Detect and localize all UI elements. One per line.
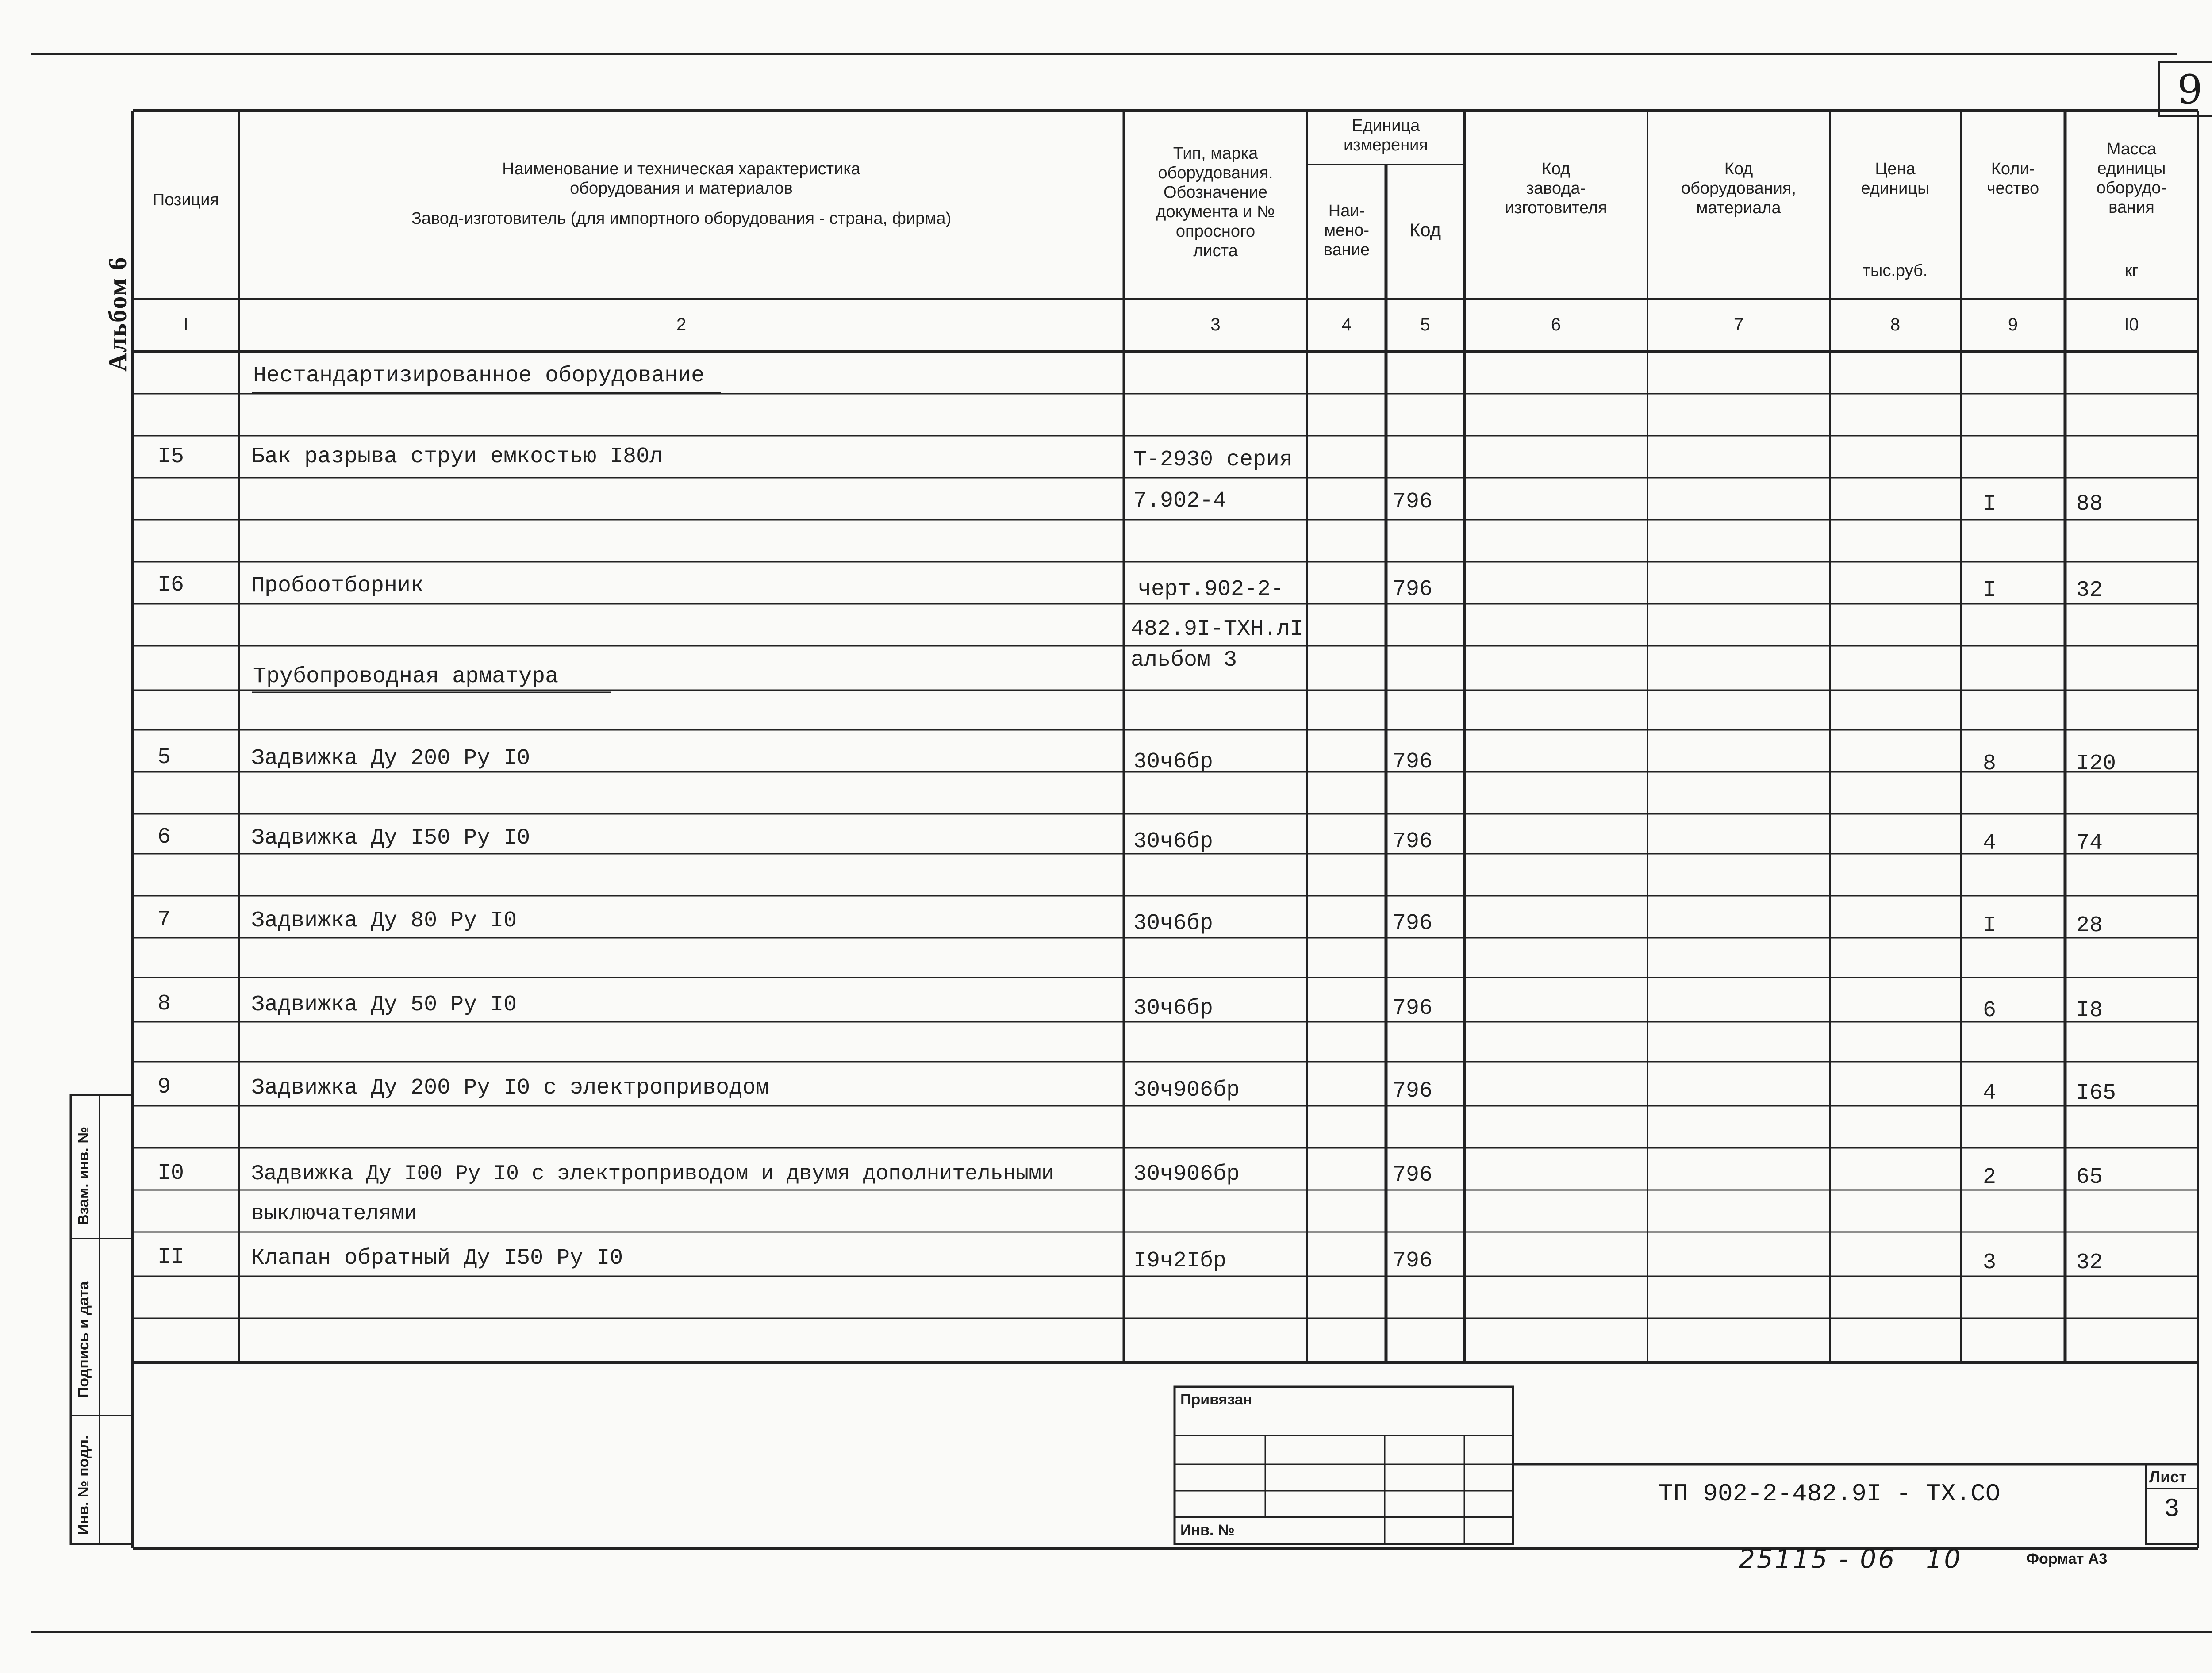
header-price-line: единицы — [1861, 179, 1930, 198]
header-equipment-code-line: оборудования, — [1681, 179, 1797, 198]
row-position: II — [157, 1245, 184, 1270]
row-mass: 74 — [2076, 831, 2103, 856]
row-type: Т-2930 серия — [1133, 447, 1293, 472]
header-quantity — [1961, 159, 2065, 198]
header-type-line: документа и № — [1156, 203, 1275, 221]
header-name-line2: оборудования и материалов — [570, 179, 793, 198]
header-mass-line: оборудо- — [2096, 179, 2167, 197]
row-mass: I20 — [2076, 751, 2116, 776]
column-number: 7 — [1733, 315, 1744, 334]
side-stamp-original-inv: Инв. № подл. — [75, 1435, 92, 1535]
row-type: черт.902-2- — [1138, 577, 1284, 602]
row-code: 796 — [1393, 996, 1433, 1021]
column-number: I — [183, 315, 188, 334]
header-quantity-line: чество — [1986, 179, 2039, 198]
row-code: 796 — [1393, 489, 1433, 514]
side-stamp-replace-inv: Взам. инв. № — [75, 1126, 92, 1225]
row-type: 30ч6бр — [1133, 829, 1214, 854]
row-mass: 88 — [2076, 491, 2103, 517]
row-name: Задвижка Ду 80 Ру I0 — [251, 908, 517, 933]
header-price-line: Цена — [1875, 160, 1916, 178]
column-number: 9 — [2008, 315, 2018, 334]
header-type-line: Обозначение — [1163, 183, 1267, 202]
row-mass: I8 — [2076, 998, 2103, 1023]
header-unit-name-line: Наи- — [1328, 202, 1365, 220]
row-type: 30ч6бр — [1133, 911, 1214, 936]
header-equipment-code — [1647, 159, 1830, 218]
row-name: Задвижка Ду I00 Ру I0 с электроприводом и двумя дополнительными — [251, 1162, 1054, 1186]
header-plant-code-line: Код — [1541, 160, 1571, 178]
row-mass: 32 — [2076, 578, 2103, 603]
header-type-line: Тип, марка — [1173, 144, 1258, 163]
header-mass — [2065, 139, 2198, 217]
row-name: Задвижка Ду I50 Ру I0 — [251, 825, 530, 851]
header-type — [1124, 144, 1307, 261]
column-number: 4 — [1341, 315, 1352, 334]
header-mass-line: единицы — [2097, 159, 2166, 178]
header-plant-code-line: завода- — [1526, 179, 1586, 198]
header-quantity-line: Коли- — [1991, 160, 2035, 178]
row-position: I5 — [157, 444, 184, 469]
header-unit-name — [1307, 201, 1386, 260]
row-mass: 28 — [2076, 913, 2103, 938]
row-quantity: 2 — [1983, 1165, 1997, 1190]
header-unit-code: Код — [1409, 219, 1441, 240]
column-number: 8 — [1890, 315, 1901, 334]
row-quantity: 3 — [1983, 1250, 1997, 1275]
header-unit-line: Единица — [1352, 116, 1420, 135]
column-number: 2 — [676, 315, 687, 334]
header-type-line: листа — [1193, 242, 1238, 260]
row-name: Нестандартизированное оборудование — [253, 363, 705, 388]
row-name: Задвижка Ду 50 Ру I0 — [251, 992, 517, 1017]
row-quantity: 8 — [1983, 751, 1997, 776]
row-mass: 65 — [2076, 1165, 2103, 1190]
side-stamp-signature-date: Подпись и дата — [75, 1281, 92, 1398]
row-position: 9 — [157, 1074, 171, 1100]
row-quantity: 4 — [1983, 1081, 1997, 1106]
row-code: 796 — [1393, 911, 1433, 936]
row-type: 482.9I-ТХН.лI — [1131, 617, 1304, 642]
row-type: 7.902-4 — [1133, 488, 1227, 514]
row-type: 30ч6бр — [1133, 996, 1214, 1021]
row-quantity: I — [1983, 578, 1997, 603]
column-number: I0 — [2124, 315, 2139, 334]
album-label: Альбом 6 — [103, 256, 132, 372]
row-code: 796 — [1393, 749, 1433, 775]
document-code: ТП 902-2-482.9I - ТХ.СО — [1658, 1480, 2001, 1508]
header-name-line1: Наименование и техническая характеристика — [502, 160, 860, 178]
row-name: Задвижка Ду 200 Ру I0 с электроприводом — [251, 1075, 769, 1101]
row-mass: I65 — [2076, 1081, 2116, 1106]
header-name-line3: Завод-изготовитель (для импортного оборудования - страна, фирма) — [411, 209, 952, 228]
header-mass-line: вания — [2108, 198, 2154, 217]
header-unit-name-line: вание — [1323, 241, 1370, 259]
row-position: I6 — [157, 572, 184, 598]
sheet-number: 3 — [2164, 1495, 2180, 1524]
header-mass-line: Масса — [2106, 140, 2157, 158]
row-name: Клапан обратный Ду I50 Ру I0 — [251, 1246, 623, 1271]
stamp-privyazan: Привязан — [1180, 1391, 1252, 1408]
header-type-line: опросного — [1175, 222, 1256, 241]
row-type: I9ч2Iбр — [1133, 1248, 1227, 1274]
sheet-label: Лист — [2149, 1468, 2187, 1486]
header-plant-code — [1464, 159, 1647, 218]
row-type: 30ч906бр — [1133, 1162, 1240, 1187]
row-quantity: 6 — [1983, 998, 1997, 1023]
header-plant-code-line: изготовителя — [1505, 199, 1607, 217]
header-type-line: оборудования. — [1158, 164, 1273, 182]
row-code: 796 — [1393, 1248, 1433, 1274]
row-code: 796 — [1393, 829, 1433, 854]
row-mass: 32 — [2076, 1250, 2103, 1275]
row-position: 6 — [157, 825, 171, 850]
row-name: выключателями — [251, 1202, 417, 1226]
header-unit-group — [1307, 116, 1464, 155]
row-type: 30ч6бр — [1133, 749, 1214, 775]
row-quantity: I — [1983, 913, 1997, 938]
page-number: 9 — [2177, 66, 2203, 113]
header-unit-name-line: мено- — [1324, 221, 1370, 240]
column-number: 5 — [1420, 315, 1430, 334]
row-code: 796 — [1393, 1163, 1433, 1188]
column-number: 3 — [1210, 315, 1221, 334]
header-mass-unit: кг — [2124, 261, 2139, 280]
handwritten-number: 25115 - 06 10 — [1739, 1544, 1962, 1574]
row-name: Трубопроводная арматура — [253, 664, 559, 689]
row-name: Бак разрыва струи емкостью I80л — [251, 444, 663, 469]
row-name: Пробоотборник — [251, 573, 424, 599]
header-price — [1830, 159, 1961, 198]
header-unit-line: измерения — [1344, 136, 1428, 154]
row-position: 8 — [157, 991, 171, 1017]
header-equipment-code-line: Код — [1724, 160, 1753, 178]
row-code: 796 — [1393, 577, 1433, 602]
column-number: 6 — [1551, 315, 1561, 334]
row-position: I0 — [157, 1161, 184, 1186]
header-equipment-code-line: материала — [1696, 199, 1781, 217]
row-name: Задвижка Ду 200 Ру I0 — [251, 746, 530, 771]
stamp-inv-no: Инв. № — [1180, 1522, 1235, 1539]
row-position: 7 — [157, 907, 171, 932]
row-quantity: I — [1983, 491, 1997, 517]
row-type: альбом 3 — [1131, 648, 1237, 673]
row-quantity: 4 — [1983, 831, 1997, 856]
row-position: 5 — [157, 745, 171, 770]
format-label: Формат А3 — [2026, 1550, 2108, 1567]
header-price-unit: тыс.руб. — [1863, 261, 1928, 280]
header-position: Позиция — [152, 191, 219, 209]
row-code: 796 — [1393, 1078, 1433, 1104]
row-type: 30ч906бр — [1133, 1078, 1240, 1103]
